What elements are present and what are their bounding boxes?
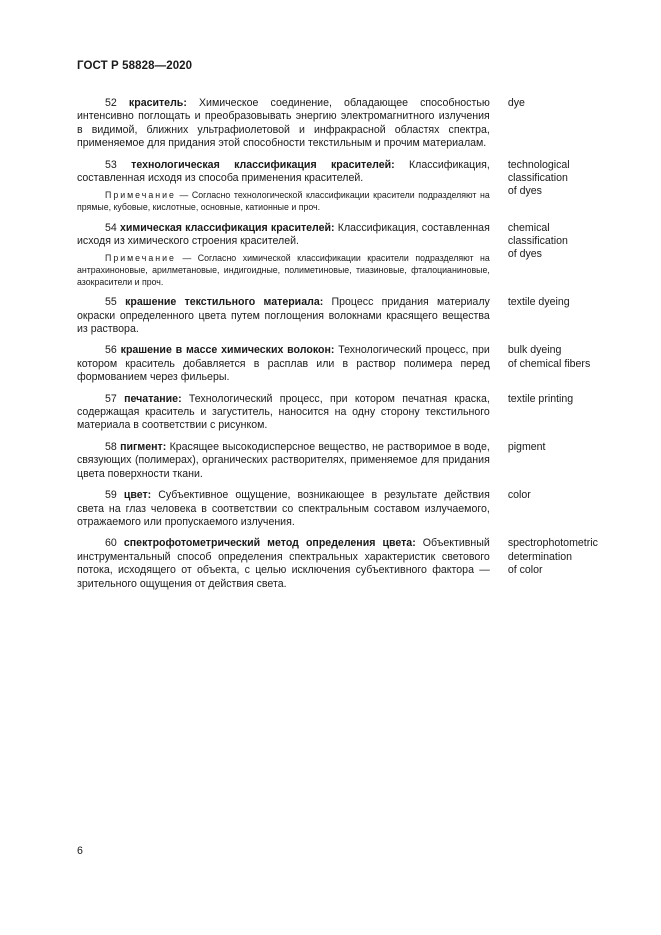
term-number: 52 — [105, 97, 117, 109]
term-en-59: color — [507, 489, 531, 502]
term-entry-53 — [77, 159, 612, 214]
term-number: 55 — [105, 296, 117, 309]
term-entry-60 — [77, 537, 612, 591]
term-en-60: spectrophotometric determination of color — [507, 537, 598, 577]
term-title: пигмент: — [120, 440, 167, 453]
page-number: 6 — [77, 845, 83, 857]
term-en-54: chemical classification of dyes — [507, 221, 568, 261]
term-en-55: textile dyeing — [507, 296, 570, 309]
term-ru-56 — [77, 344, 490, 384]
term-number: 58 — [105, 440, 117, 453]
term-definition: Объективный инструментальный способ определения спектральных характеристик светового потока, исходящего от объекта, с целью исключения субъективного фактора — зрительного ощущения от действия света. — [77, 537, 490, 590]
term-ru-55 — [77, 296, 490, 336]
document-header: ГОСТ Р 58828—2020 — [77, 60, 193, 72]
term-number: 60 — [105, 537, 117, 550]
term-entry-59 — [77, 489, 612, 529]
term-title: краситель: — [128, 97, 187, 109]
note-text: — Согласно химической классификации красители подразделяют на антрахиноновые, арилметановые, индигоидные, полиметиновые, тиазиновые, фталоцианиновые, азокрасители и проч. — [77, 253, 490, 287]
term-entry-56 — [77, 344, 612, 384]
term-entry-58 — [77, 441, 612, 481]
term-number: 57 — [105, 392, 117, 405]
term-definition: Субъективное ощущение, возникающее в результате действия света на глаз человека в соответствии со спектральным составом излучаемого, отражаемого или пропускаемого излучения. — [77, 489, 490, 528]
term-number: 56 — [105, 344, 117, 357]
term-en-57: textile printing — [507, 392, 574, 405]
term-number: 53 — [105, 158, 117, 171]
term-definition: Процесс придания материалу окраски определенного цвета путем поглощения волокнами красящего вещества из раствора. — [77, 296, 490, 336]
term-entry-52 — [77, 97, 612, 151]
term-title: цвет: — [123, 489, 152, 502]
term-ru-54 — [77, 222, 490, 289]
term-definition: Технологический процесс, при котором краситель добавляется в расплав или в раствор полимера перед формованием через фильеры. — [77, 344, 490, 384]
term-en-52: dye — [507, 97, 525, 109]
term-ru-52 — [77, 97, 490, 151]
term-entry-54 — [77, 222, 612, 289]
term-en-58: pigment — [507, 440, 546, 453]
term-number: 54 — [105, 221, 117, 234]
term-ru-60 — [77, 537, 490, 591]
term-note — [77, 190, 490, 213]
term-ru-58 — [77, 441, 490, 481]
term-number: 59 — [105, 489, 117, 502]
term-ru-53 — [77, 159, 490, 214]
term-entry-55 — [77, 296, 612, 336]
term-ru-57 — [77, 393, 490, 433]
term-entry-57 — [77, 393, 612, 433]
term-definition: Технологический процесс, при котором печатная краска, содержащая краситель и загуститель, наносится на одну сторону текстильного материала в соответствии с рисунком. — [77, 392, 490, 432]
term-en-56: bulk dyeing of chemical fibers — [507, 344, 591, 370]
term-title: крашение текстильного материала: — [125, 296, 324, 309]
note-label: Примечание — [105, 253, 176, 264]
term-title: технологическая классификация красителей: — [131, 158, 395, 171]
term-ru-59 — [77, 489, 490, 529]
term-title: печатание: — [124, 392, 182, 405]
note-label: Примечание — [105, 190, 176, 201]
term-definition: Классификация, составленная исходя из химического строения красителей. — [77, 221, 490, 248]
term-definition: Красящее высокодисперсное вещество, не растворимое в воде, связующих (полимерах), органических растворителях, применяемое для придания цвета поверхности ткани. — [77, 440, 490, 480]
note-text: — Согласно технологической классификации красители подразделяют на прямые, кубовые, кислотные, основные, катионные и проч. — [77, 190, 490, 213]
term-en-53: technological classification of dyes — [507, 158, 570, 198]
term-title: крашение в массе химических волокон: — [120, 344, 335, 357]
term-definition: Химическое соединение, обладающее способностью интенсивно поглощать и преобразовывать энергию электромагнитного излучения в видимой, ближних ультрафиолетовой и инфракрасной областях спектра, применяемое для придания этой способности текстильным и прочим материалам. — [77, 97, 490, 150]
term-note — [77, 253, 490, 288]
term-title: химическая классификация красителей: — [120, 221, 335, 234]
term-definition: Классификация, составленная исходя из способа применения красителей. — [77, 158, 490, 185]
term-title: спектрофотометрический метод определения цвета: — [123, 537, 416, 550]
terms-list — [77, 97, 612, 599]
